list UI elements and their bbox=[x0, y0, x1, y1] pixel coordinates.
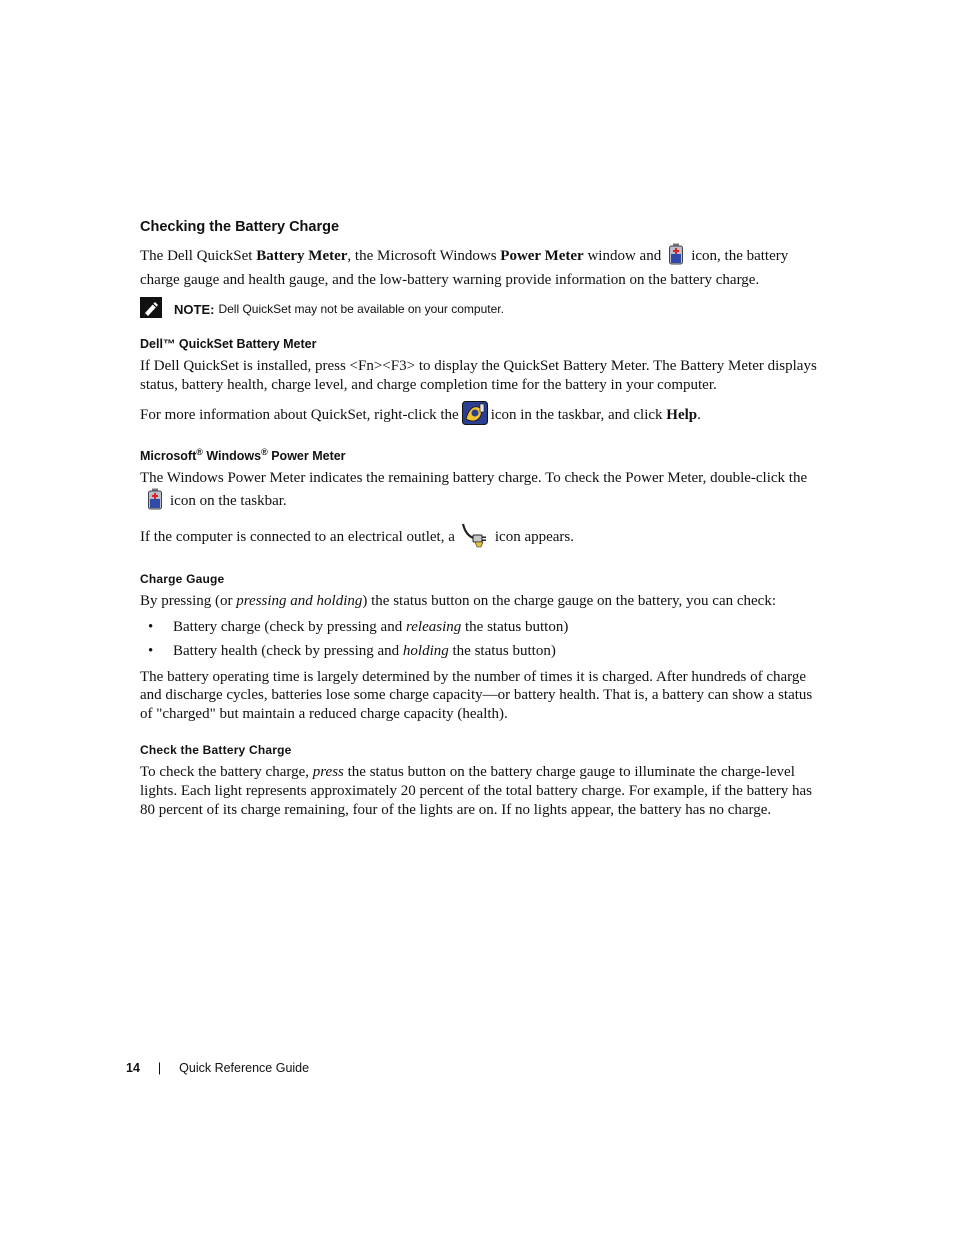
section-title: Checking the Battery Charge bbox=[140, 219, 340, 235]
battery-operating-time-paragraph: The battery operating time is largely determined by the number of times it is charged. After hundreds of charge and discharge cycles, batteries lose some charge capacity—or battery health. That is, a battery can show a status of "charged" but maintain a reduced charge capacity (health). bbox=[140, 668, 813, 722]
page-content bbox=[140, 219, 818, 826]
note-text: Dell QuickSet may not be available on your computer. bbox=[218, 302, 504, 317]
power-meter-heading: Microsoft® Windows® Power Meter bbox=[140, 446, 346, 464]
footer-separator: | bbox=[157, 1061, 162, 1075]
guide-title: Quick Reference Guide bbox=[179, 1061, 310, 1075]
quickset-help-paragraph: For more information about QuickSet, right-click the icon in the taskbar, and click Help. bbox=[140, 401, 818, 431]
page-footer bbox=[126, 1061, 309, 1075]
charge-gauge-paragraph: By pressing (or pressing and holding) the status button on the charge gauge on the battery, you can check: bbox=[140, 592, 776, 609]
note-pencil-icon bbox=[140, 297, 162, 321]
power-meter-paragraph: The Windows Power Meter indicates the remaining battery charge. To check the Power Meter, double-click theicon on the taskbar. bbox=[140, 469, 818, 515]
quickset-paragraph: If Dell QuickSet is installed, press <Fn><F3> to display the QuickSet Battery Meter. The Battery Meter displays status, battery health, charge level, and charge completion time for the battery in your computer. bbox=[140, 358, 817, 393]
battery-icon bbox=[146, 488, 164, 516]
charge-gauge-list bbox=[140, 618, 818, 661]
note-box bbox=[140, 297, 818, 321]
quickset-heading: Dell™ QuickSet Battery Meter bbox=[140, 337, 317, 352]
battery-icon bbox=[667, 243, 685, 271]
charge-gauge-heading: Charge Gauge bbox=[140, 571, 225, 586]
quickset-icon bbox=[462, 401, 488, 431]
intro-paragraph: The Dell QuickSet Battery Meter, the Microsoft Windows Power Meter window and icon, the battery charge gauge and health gauge, and the low-battery warning provide information on the battery charge. bbox=[140, 243, 818, 289]
note-label: NOTE: bbox=[174, 301, 215, 317]
page-number: 14 bbox=[126, 1061, 140, 1075]
list-item: • Battery charge (check by pressing and releasing the status button) bbox=[148, 618, 569, 635]
list-item: • Battery health (check by pressing and holding the status button) bbox=[148, 643, 556, 660]
power-outlet-paragraph: If the computer is connected to an electrical outlet, a icon appears. bbox=[140, 522, 818, 554]
check-charge-heading: Check the Battery Charge bbox=[140, 743, 292, 758]
check-charge-paragraph: To check the battery charge, press the status button on the battery charge gauge to illuminate the charge-level lights. Each light represents approximately 20 percent of the total battery charge. For example, if the battery has 80 percent of its charge remaining, four of the lights are on. If no lights appear, the battery has no charge. bbox=[140, 764, 812, 818]
power-plug-icon bbox=[461, 522, 489, 554]
